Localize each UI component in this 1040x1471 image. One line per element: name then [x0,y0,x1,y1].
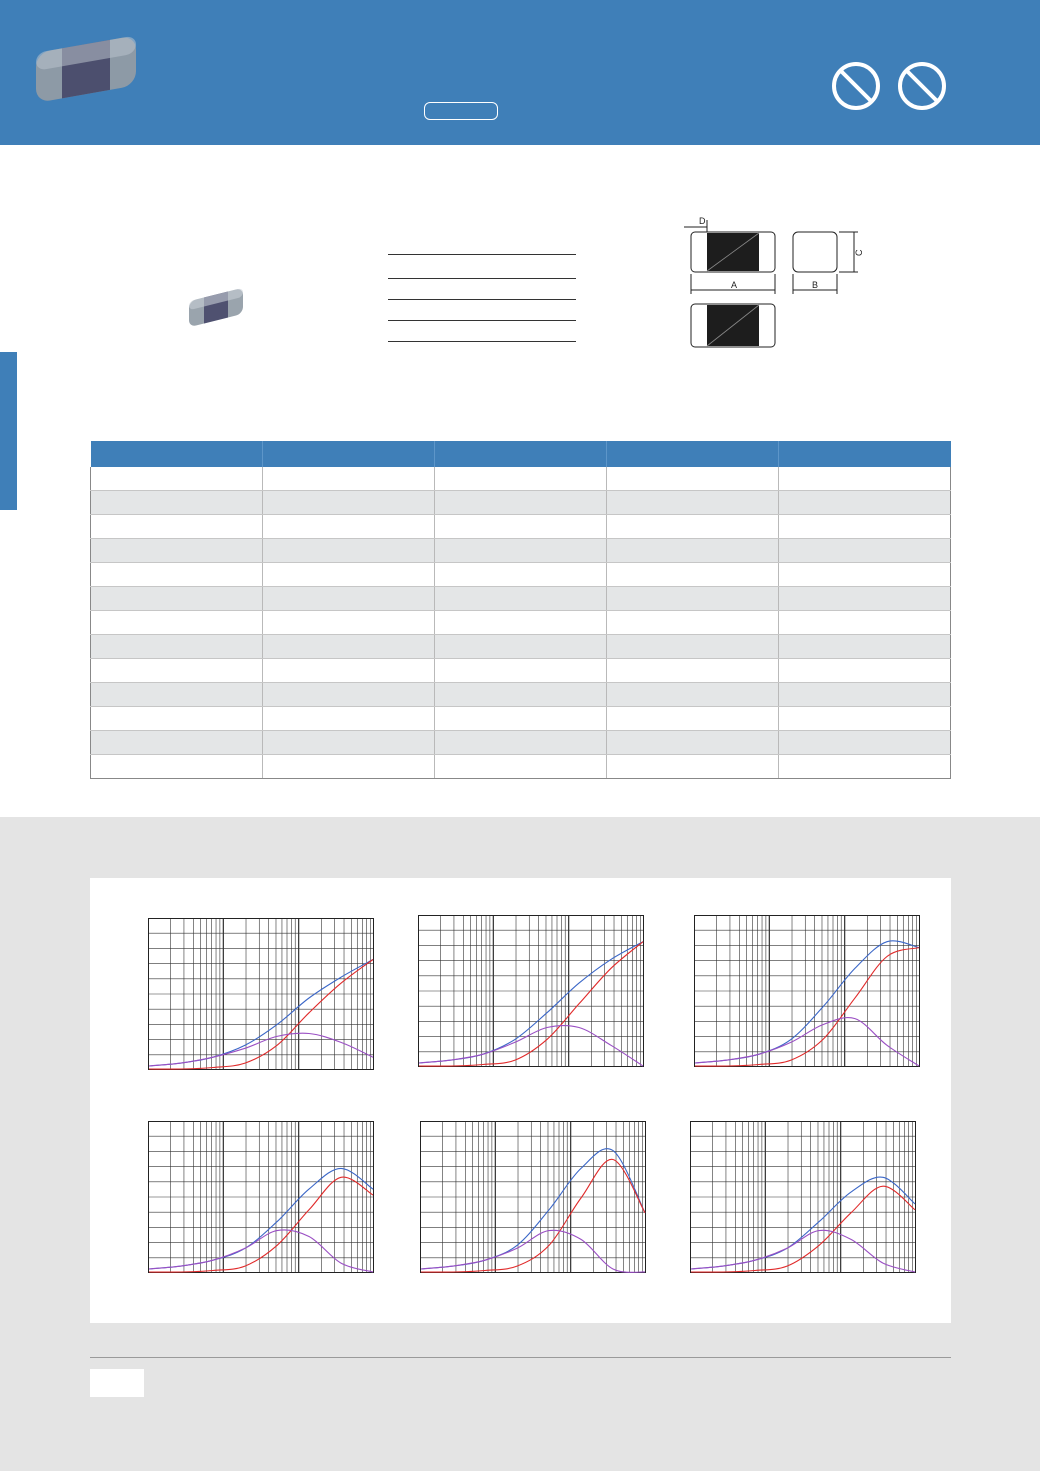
table-cell [607,611,779,635]
table-cell [91,659,263,683]
curve-r [149,960,373,1070]
table-cell [263,467,435,491]
table-cell [779,563,951,587]
table-cell [779,755,951,779]
table-cell [435,755,607,779]
table-cell [435,707,607,731]
spec-rule [388,299,576,300]
table-cell [607,683,779,707]
table-header-cell [263,441,435,467]
page-number-box [90,1369,144,1397]
table-cell [91,683,263,707]
table-header-cell [91,441,263,467]
table-cell [779,635,951,659]
table-cell [607,563,779,587]
table-cell [263,683,435,707]
table-row [91,515,951,539]
table-cell [779,659,951,683]
table-row [91,539,951,563]
table-cell [607,659,779,683]
table-cell [263,731,435,755]
chart-svg [418,915,644,1067]
spec-rule [388,278,576,279]
curve-z [149,1168,373,1269]
table-cell [91,467,263,491]
footer-rule [90,1357,951,1358]
table-row [91,755,951,779]
spec-rule [388,320,576,321]
table-row [91,659,951,683]
table-cell [435,635,607,659]
table-cell [91,611,263,635]
table-cell [779,587,951,611]
dim-label-b: B [812,280,819,290]
table-header-cell [607,441,779,467]
table-row [91,491,951,515]
curve-r [695,948,919,1066]
table-cell [91,731,263,755]
impedance-chart [694,915,920,1067]
table-row [91,635,951,659]
table-header-row [91,441,951,467]
table-row [91,611,951,635]
table-cell [435,731,607,755]
spec-rule [388,254,576,255]
table-cell [263,587,435,611]
table-cell [607,731,779,755]
curve-x [419,1026,643,1066]
table-cell [263,611,435,635]
table-cell [779,515,951,539]
table-row [91,587,951,611]
table-cell [91,587,263,611]
table-header-cell [435,441,607,467]
curve-x [421,1230,645,1272]
table-cell [263,563,435,587]
table-cell [263,659,435,683]
table-cell [263,635,435,659]
table-cell [607,707,779,731]
table-cell [263,491,435,515]
table-cell [435,659,607,683]
table-cell [91,755,263,779]
table-cell [607,635,779,659]
dim-label-c: C [854,249,864,256]
table-cell [779,731,951,755]
curve-z [691,1177,915,1269]
chart-svg [694,915,920,1067]
table-cell [263,539,435,563]
table-row [91,467,951,491]
table-cell [779,611,951,635]
impedance-chart [690,1121,916,1273]
curve-r [421,1159,645,1272]
table-cell [779,491,951,515]
table-cell [779,683,951,707]
table-cell [263,515,435,539]
table-cell [607,515,779,539]
chart-svg [148,1121,374,1273]
impedance-chart [418,915,644,1067]
table-cell [607,755,779,779]
dim-label-a: A [731,280,738,290]
curve-z [149,960,373,1067]
prohibited-icon [830,60,882,112]
table-cell [91,491,263,515]
series-pill [424,102,498,120]
table-cell [435,539,607,563]
prohibited-icon [896,60,948,112]
dimension-drawing-icon [676,212,876,357]
table-cell [263,755,435,779]
table-cell [435,611,607,635]
table-cell [435,587,607,611]
curve-r [691,1186,915,1272]
chart-svg [148,918,374,1070]
table-row [91,707,951,731]
dim-label-d: D [699,216,706,226]
table-cell [263,707,435,731]
section-side-tab [0,352,17,510]
chart-svg [690,1121,916,1273]
page-header [0,0,1040,145]
table-cell [779,467,951,491]
table-cell [779,707,951,731]
table-cell [607,539,779,563]
table-cell [91,563,263,587]
chart-svg [420,1121,646,1273]
chip-bead-icon [186,280,248,326]
chip-bead-icon [30,22,150,102]
table-row [91,683,951,707]
table-header-cell [779,441,951,467]
spec-table [90,441,951,779]
table-body [91,467,951,779]
table-cell [91,515,263,539]
table-cell [435,467,607,491]
curve-x [149,1033,373,1066]
table-row [91,731,951,755]
table-cell [91,539,263,563]
impedance-chart [420,1121,646,1273]
table-cell [435,491,607,515]
impedance-chart [148,1121,374,1273]
table-cell [435,683,607,707]
spec-rule [388,341,576,342]
table-cell [435,563,607,587]
table-cell [607,491,779,515]
table-cell [779,539,951,563]
table-cell [435,515,607,539]
impedance-chart [148,918,374,1070]
chart-panel [90,878,951,1323]
table-cell [607,467,779,491]
table-cell [91,707,263,731]
table-cell [91,635,263,659]
table-row [91,563,951,587]
table-cell [607,587,779,611]
